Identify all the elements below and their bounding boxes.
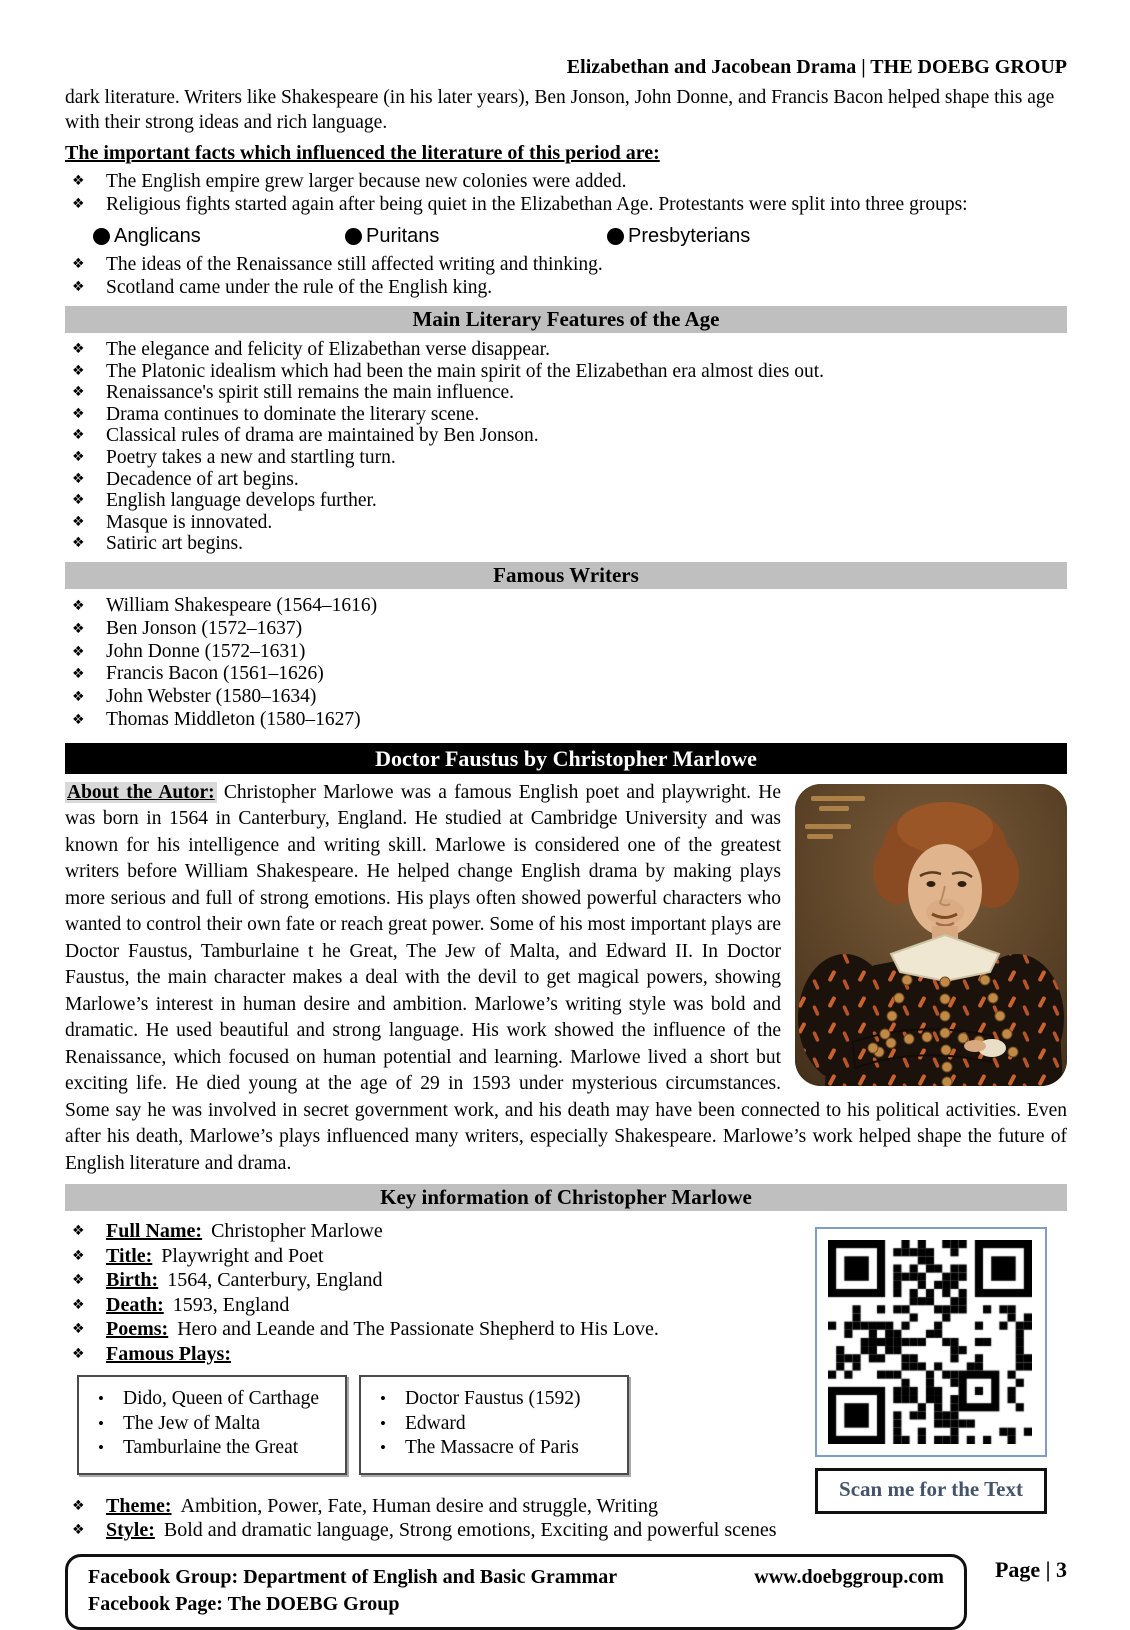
footer-box [65,1554,967,1630]
round-bullet-icon: • [98,1389,104,1409]
marlowe-portrait-image [795,784,1067,1086]
plays-box-right [359,1375,629,1475]
facts-heading: The important facts which influenced the literature of this period are: [65,142,660,164]
bullet-item [65,382,1067,404]
field-value: Hero and Leande and The Passionate Shepherd to His Love. [177,1318,659,1341]
group-label: Anglicans [114,225,201,247]
about-author-section [65,780,1067,1178]
circle-bullet-icon [345,228,362,245]
style-row [65,1518,1067,1543]
diamond-bullet-icon: ❖ [72,620,85,637]
diamond-bullet-icon: ❖ [72,1247,85,1264]
bullet-item [65,404,1067,426]
bullet-item [65,276,1067,299]
field-value: Ambition, Power, Fate, Human desire and struggle, Writing [180,1494,658,1517]
bullet-text: Drama continues to dominate the literary scene. [106,403,480,425]
play-item [79,1387,345,1412]
bullet-item [65,618,1067,641]
bullet-item [65,447,1067,469]
diamond-bullet-icon: ❖ [72,597,85,614]
marlowe-portrait-art [795,784,1067,1086]
play-title: Tamburlaine the Great [123,1437,299,1459]
qr-code [828,1240,1032,1444]
round-bullet-icon: • [380,1413,386,1433]
field-value: Christopher Marlowe [211,1220,383,1243]
section-banner-literary-features: Main Literary Features of the Age [65,306,1067,333]
section-banner-doctor-faustus: Doctor Faustus by Christopher Marlowe [65,743,1067,774]
bullet-item [65,709,1067,732]
bullet-text: The English empire grew larger because new colonies were added. [106,171,627,192]
diamond-bullet-icon: ❖ [72,448,85,465]
bullet-text: The Platonic idealism which had been the main spirit of the Elizabethan era almost dies out. [106,360,825,382]
religious-groups-row [65,223,1067,249]
footer-facebook-page: Facebook Page: The DOEBG Group [88,1592,400,1615]
bullet-text: Masque is innovated. [106,511,273,533]
bullet-item [65,512,1067,534]
play-title: The Jew of Malta [123,1412,260,1434]
diamond-bullet-icon: ❖ [72,279,85,295]
diamond-bullet-icon: ❖ [72,1223,85,1240]
bullet-text: Ben Jonson (1572–1637) [106,617,303,639]
bullet-item [65,490,1067,512]
diamond-bullet-icon: ❖ [72,689,85,706]
play-item [79,1436,345,1461]
field-value: Playwright and Poet [161,1244,324,1267]
bullet-text: Decadence of art begins. [106,468,299,490]
qr-caption-box: Scan me for the Text [815,1468,1047,1514]
field-label: Full Name: [106,1220,203,1243]
diamond-bullet-icon: ❖ [72,1321,85,1338]
field-label: Theme: [106,1494,172,1517]
round-bullet-icon: • [98,1438,104,1458]
footer-facebook-group: Facebook Group: Department of English and Basic Grammar [88,1565,618,1588]
features-list [65,339,1067,555]
about-author-text: Christopher Marlowe was a famous English poet and playwright. He was born in 1564 in Canterbury, England. He studied at Cambridge University and was known for his intelligence and writing skill. Marlowe is considered one of the greatest writers before William Shakespeare. He helped change English drama by making plays more serious and full of strong emotions. His plays often showed powerful characters who wanted to control their own fate or reach great power. Some of his most important plays are Doctor Faustus, Tamburlaine t he Great, The Jew of Malta, and Edward II. In Doctor Faustus, the main character makes a deal with the devil to get magical powers, showing Marlowe’s interest in human desire and ambition. Marlowe’s writing style was bold and dramatic. He used beautiful and strong language. His work showed the influence of the Renaissance, which focused on human potential and learning. Marlowe lived a short but exciting life. He died young at the age of 29 in 1593 under mysterious circumstances. Some say he was involved in secret government work, and his death may have been connected to his political activities. Even after his death, Marlowe’s plays influenced many writers, especially Shakespeare. Marlowe’s work helped shape the future of English literature and drama. [65,781,1067,1174]
bullet-item [65,663,1067,686]
diamond-bullet-icon: ❖ [72,666,85,683]
bullet-item [65,170,1067,193]
play-title: The Massacre of Paris [405,1437,579,1459]
bullet-text: English language develops further. [106,490,377,512]
diamond-bullet-icon: ❖ [72,1296,85,1313]
diamond-bullet-icon: ❖ [72,492,85,509]
field-label: Style: [106,1519,155,1542]
bullet-text: Scotland came under the rule of the English king. [106,277,493,298]
bullet-text: John Webster (1580–1634) [106,686,317,708]
page-number: Page | 3 [994,1556,1067,1582]
bullet-text: Poetry takes a new and startling turn. [106,446,396,468]
diamond-bullet-icon: ❖ [72,711,85,728]
round-bullet-icon: • [98,1413,104,1433]
bullet-text: John Donne (1572–1631) [106,640,306,662]
bullet-item [65,253,1067,276]
group-anglicans [93,223,345,249]
circle-bullet-icon [607,228,624,245]
section-banner-key-information: Key information of Christopher Marlowe [65,1184,1067,1211]
document-page [65,0,1067,1630]
bullet-text: The ideas of the Renaissance still affected writing and thinking. [106,254,603,275]
bullet-text: Renaissance's spirit still remains the main influence. [106,382,515,404]
field-label: Birth: [106,1269,159,1292]
circle-bullet-icon [93,228,110,245]
bullet-text: Classical rules of drama are maintained by Ben Jonson. [106,425,539,447]
qr-frame [815,1227,1047,1457]
bullet-text: Religious fights started again after being quiet in the Elizabethan Age. Protestants were split into three groups: [106,194,968,215]
diamond-bullet-icon: ❖ [72,1272,85,1289]
diamond-bullet-icon: ❖ [72,196,85,212]
group-presbyterians [607,223,750,249]
diamond-bullet-icon: ❖ [72,470,85,487]
page-title: Elizabethan and Jacobean Drama | THE DOEBG GROUP [566,56,1067,78]
group-puritans [345,223,607,249]
round-bullet-icon: • [380,1389,386,1409]
play-title: Edward [405,1412,466,1434]
key-information-section [65,1219,1067,1543]
play-item [361,1412,627,1437]
diamond-bullet-icon: ❖ [72,427,85,444]
bullet-item [65,339,1067,361]
footer-website: www.doebggroup.com [754,1565,944,1588]
diamond-bullet-icon: ❖ [72,513,85,530]
field-value: 1593, England [172,1293,290,1316]
field-label: Title: [106,1244,153,1267]
footer [65,1554,1067,1630]
diamond-bullet-icon: ❖ [72,341,85,357]
field-value: Bold and dramatic language, Strong emotions, Exciting and powerful scenes [163,1519,777,1542]
intro-paragraph: dark literature. Writers like Shakespeare (in his later years), Ben Jonson, John Donne, and Francis Bacon helped shape this age with their strong ideas and rich language. [65,87,1055,133]
bullet-text: The elegance and felicity of Elizabethan verse disappear. [106,339,550,360]
diamond-bullet-icon: ❖ [72,362,85,379]
bullet-item [65,193,1067,216]
play-title: Dido, Queen of Carthage [123,1388,320,1410]
diamond-bullet-icon: ❖ [72,405,85,422]
bullet-text: Satiric art begins. [106,533,244,555]
play-item [79,1412,345,1437]
bullet-item [65,686,1067,709]
diamond-bullet-icon: ❖ [72,384,85,401]
diamond-bullet-icon: ❖ [72,1345,85,1362]
diamond-bullet-icon: ❖ [72,535,85,552]
diamond-bullet-icon: ❖ [72,173,85,189]
field-value: 1564, Canterbury, England [167,1269,383,1292]
bullet-text: Thomas Middleton (1580–1627) [106,708,361,730]
field-label: Death: [106,1293,164,1316]
bullet-item [65,595,1067,618]
bullet-text: Francis Bacon (1561–1626) [106,663,324,685]
diamond-bullet-icon: ❖ [72,256,85,272]
diamond-bullet-icon: ❖ [72,1497,85,1514]
diamond-bullet-icon: ❖ [72,1522,85,1539]
writers-list [65,595,1067,732]
group-label: Puritans [366,225,440,247]
round-bullet-icon: • [380,1438,386,1458]
diamond-bullet-icon: ❖ [72,643,85,660]
bullet-item [65,533,1067,555]
field-label: Poems: [106,1318,169,1341]
section-banner-famous-writers: Famous Writers [65,562,1067,589]
field-label: Famous Plays: [106,1342,231,1365]
qr-column [815,1227,1047,1514]
play-title: Doctor Faustus (1592) [405,1388,581,1410]
play-item [361,1387,627,1412]
bullet-item [65,361,1067,383]
bullet-item [65,425,1067,447]
plays-box-left [77,1375,347,1475]
bullet-item [65,469,1067,491]
play-item [361,1436,627,1461]
about-author-label: About the Autor: [67,781,215,803]
group-label: Presbyterians [628,225,751,247]
bullet-item [65,641,1067,664]
bullet-text: William Shakespeare (1564–1616) [106,594,378,616]
